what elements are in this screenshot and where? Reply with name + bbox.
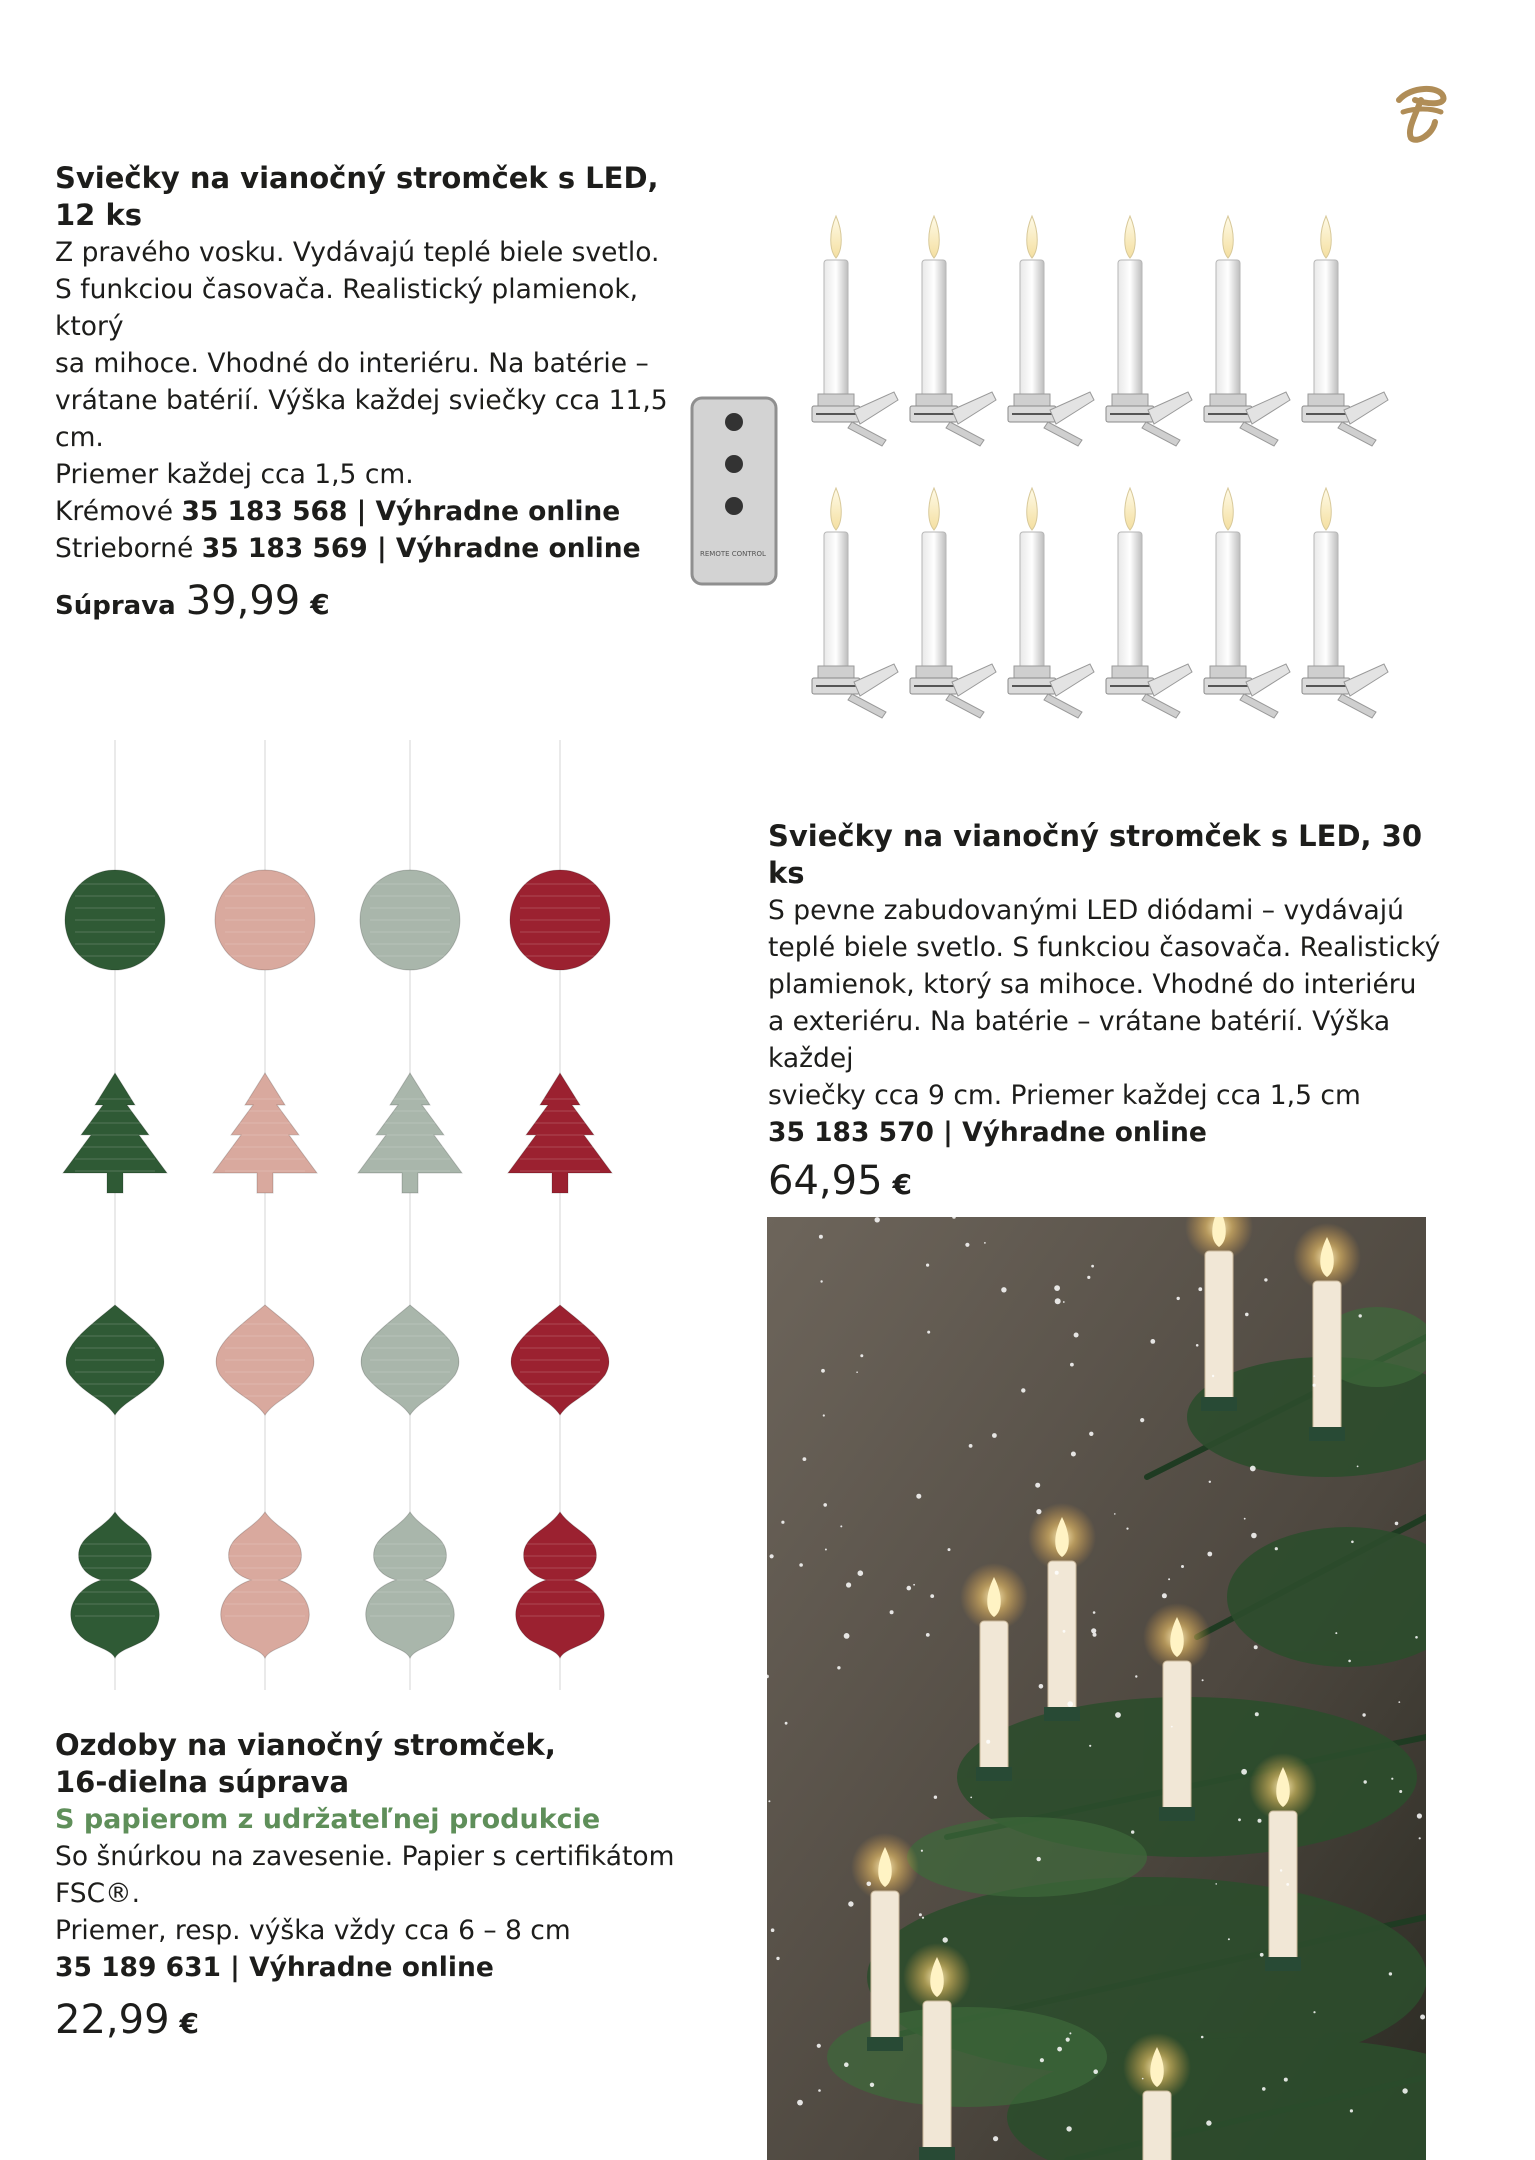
price-label: Súprava [55, 591, 176, 621]
ornament-shape [508, 1073, 612, 1193]
description-line: Z pravého vosku. Vydávajú teplé biele svetlo. [55, 237, 660, 268]
product-title: Sviečky na vianočný stromček s LED, [55, 161, 659, 195]
product-candles-12-text [55, 160, 695, 625]
ornament-shape [71, 1512, 160, 1658]
description-line: Priemer každej cca 1,5 cm. [55, 459, 414, 490]
ornament-shape [358, 1073, 462, 1193]
price-row [55, 1996, 735, 2044]
variant-color: Krémové [55, 496, 174, 527]
price: 64,95 [768, 1158, 883, 1204]
ornament-shape [213, 1073, 317, 1193]
currency: € [179, 2007, 199, 2040]
product-title-cont: 16-dielna súprava [55, 1765, 350, 1799]
description-line: plamienok, ktorý sa mihoce. Vhodné do interiéru [768, 969, 1417, 1000]
ornament-shape [516, 1512, 605, 1658]
remote-label: REMOTE CONTROL [700, 550, 766, 558]
candles-12-image [688, 210, 1428, 770]
ornaments-image [40, 740, 680, 1690]
price: 39,99 [185, 578, 301, 624]
product-ornaments-text [55, 1727, 735, 2044]
article-code-line [55, 1949, 735, 1986]
description-line: sviečky cca 9 cm. Priemer každej cca 1,5 cm [768, 1080, 1361, 1111]
article-code: 35 189 631 | Výhradne online [55, 1952, 494, 1983]
description-line: teplé biele svetlo. S funkciou časovača. Realistický [768, 932, 1441, 963]
ornament-shape [221, 1512, 310, 1658]
description-line: Priemer, resp. výška vždy cca 6 – 8 cm [55, 1915, 571, 1946]
product-title: Ozdoby na vianočný stromček, [55, 1728, 556, 1762]
tchibo-logo [1385, 78, 1455, 148]
description-line: So šnúrkou na zavesenie. Papier s certifikátom FSC®. [55, 1841, 675, 1909]
variant-color: Strieborné [55, 533, 194, 564]
variant-silver [55, 530, 695, 567]
price-row [55, 577, 695, 625]
variant-cream [55, 493, 695, 530]
candles-on-tree-photo [767, 1217, 1426, 2160]
description-line: S pevne zabudovanými LED diódami – vydávajú [768, 895, 1404, 926]
price: 22,99 [55, 1997, 170, 2043]
article-code-line [768, 1114, 1468, 1151]
article-code: 35 183 569 | Výhradne online [201, 533, 641, 564]
product-title: Sviečky na vianočný stromček s LED, 30 ks [768, 819, 1423, 890]
article-code: 35 183 570 | Výhradne online [768, 1117, 1207, 1148]
description-line: S funkciou časovača. Realistický plamienok, ktorý [55, 274, 639, 342]
product-title-cont: 12 ks [55, 198, 142, 232]
currency: € [310, 588, 330, 621]
description-line: a exteriéru. Na batérie – vrátane batérií. Výška každej [768, 1006, 1391, 1074]
sustainability-subtitle: S papierom z udržateľnej produkcie [55, 1804, 601, 1835]
ornament-shape [366, 1512, 455, 1658]
article-code: 35 183 568 | Výhradne online [181, 496, 621, 527]
ornament-shape [63, 1073, 167, 1193]
description-line: sa mihoce. Vhodné do interiéru. Na batérie – [55, 348, 649, 379]
price-row [768, 1157, 1468, 1205]
currency: € [892, 1168, 912, 1201]
description-line: vrátane batérií. Výška každej sviečky cca 11,5 cm. [55, 385, 668, 453]
product-candles-30-text [768, 818, 1468, 1205]
